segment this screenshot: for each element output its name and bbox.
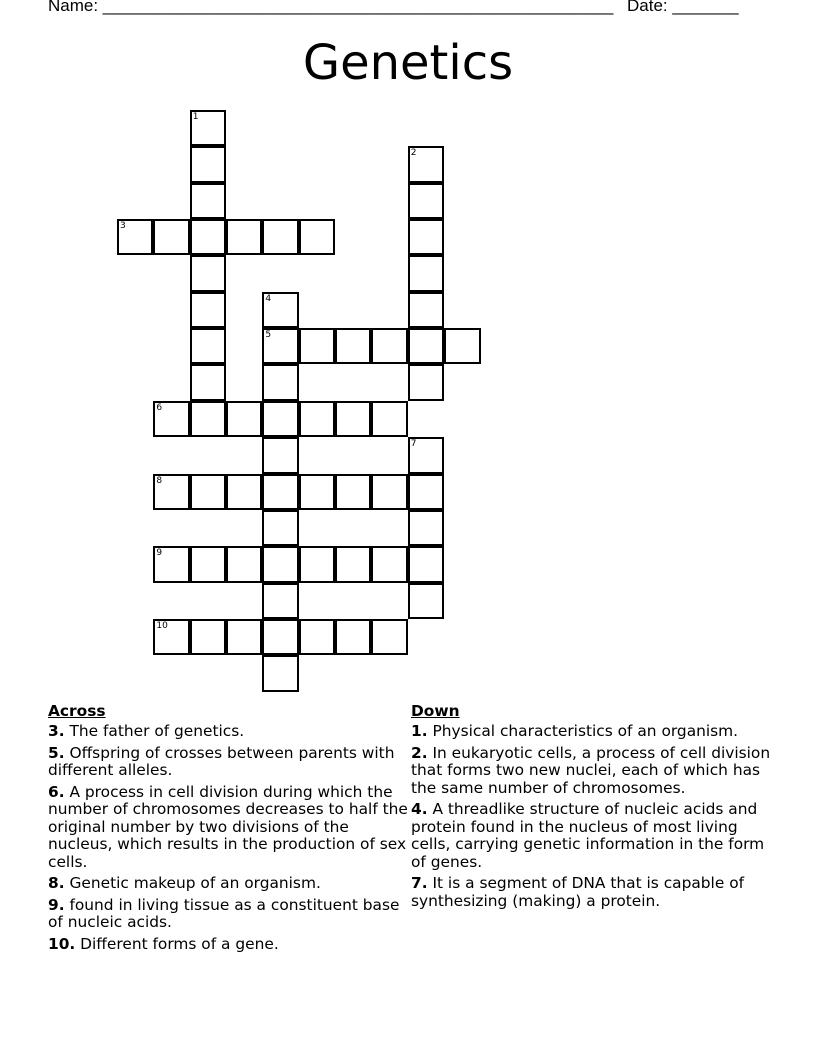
crossword-cell[interactable] [262, 510, 298, 546]
crossword-cell[interactable] [408, 437, 444, 473]
down-clues [411, 702, 773, 914]
clue-text: A process in cell division during which the number of chromosomes decreases to half the original number by two divisions of the nucleus, which results in the production of sex cells. [48, 782, 408, 871]
cell-number: 4 [265, 293, 272, 304]
crossword-cell[interactable] [299, 328, 335, 364]
crossword-cell[interactable] [408, 183, 444, 219]
crossword-cell[interactable] [190, 183, 226, 219]
crossword-cell[interactable] [190, 328, 226, 364]
crossword-cell[interactable] [408, 364, 444, 400]
clue-across-9 [48, 897, 408, 932]
crossword-cell[interactable] [335, 546, 371, 582]
crossword-cell[interactable] [190, 110, 226, 146]
clue-number: 9. [48, 895, 65, 914]
clue-text: In eukaryotic cells, a process of cell division that forms two new nuclei, each of which has the same number of chromosomes. [411, 743, 771, 797]
crossword-cell[interactable] [371, 401, 407, 437]
clue-text: The father of genetics. [69, 722, 245, 740]
crossword-cell[interactable] [190, 292, 226, 328]
clue-number: 2. [411, 743, 428, 762]
crossword-cell[interactable] [371, 328, 407, 364]
crossword-cell[interactable] [190, 619, 226, 655]
crossword-cell[interactable] [190, 401, 226, 437]
crossword-cell[interactable] [262, 437, 298, 473]
clue-number: 7. [411, 874, 428, 892]
crossword-cell[interactable] [408, 510, 444, 546]
cell-number: 2 [410, 148, 417, 159]
clue-across-8 [48, 875, 408, 893]
crossword-cell[interactable] [153, 219, 189, 255]
crossword-cell[interactable] [371, 546, 407, 582]
name-field-label[interactable]: Name: ______________________________________________________ [48, 0, 614, 15]
clue-text: Physical characteristics of an organism. [432, 722, 739, 740]
cell-number: 1 [192, 112, 199, 122]
crossword-cell[interactable] [371, 474, 407, 510]
crossword-cell[interactable] [226, 219, 262, 255]
crossword-cell[interactable] [299, 619, 335, 655]
page-title: Genetics [302, 35, 514, 91]
clue-down-2 [411, 745, 773, 798]
clue-number: 1. [411, 722, 428, 740]
clue-across-6 [48, 784, 408, 872]
crossword-cell[interactable] [190, 255, 226, 291]
clue-across-10 [48, 936, 408, 954]
crossword-cell[interactable] [226, 474, 262, 510]
crossword-cell[interactable] [190, 364, 226, 400]
crossword-cell[interactable] [262, 292, 298, 328]
crossword-cell[interactable] [262, 401, 298, 437]
crossword-cell[interactable] [262, 583, 298, 619]
crossword-cell[interactable] [299, 401, 335, 437]
clue-number: 5. [48, 743, 65, 762]
crossword-cell[interactable] [153, 401, 189, 437]
crossword-cell[interactable] [408, 583, 444, 619]
clue-text: Genetic makeup of an organism. [69, 874, 321, 892]
crossword-cell[interactable] [226, 619, 262, 655]
crossword-cell[interactable] [408, 546, 444, 582]
crossword-cell[interactable] [335, 619, 371, 655]
crossword-cell[interactable] [408, 146, 444, 182]
crossword-cell[interactable] [262, 328, 298, 364]
clue-across-3 [48, 723, 408, 741]
cell-number: 6 [156, 402, 163, 413]
crossword-cell[interactable] [226, 401, 262, 437]
crossword-cell[interactable] [262, 655, 298, 691]
crossword-cell[interactable] [190, 146, 226, 182]
clue-down-7 [411, 875, 773, 910]
crossword-cell[interactable] [153, 546, 189, 582]
cell-number: 3 [120, 221, 126, 232]
crossword-cell[interactable] [190, 219, 226, 255]
cell-number: 9 [156, 548, 163, 559]
crossword-cell[interactable] [408, 219, 444, 255]
clue-text: Different forms of a gene. [80, 934, 279, 953]
crossword-cell[interactable] [444, 328, 480, 364]
crossword-cell[interactable] [335, 401, 371, 437]
cell-number: 7 [410, 439, 417, 450]
crossword-cell[interactable] [335, 328, 371, 364]
crossword-cell[interactable] [408, 474, 444, 510]
clue-text: It is a segment of DNA that is capable of synthesizing (making) a protein. [411, 874, 745, 910]
crossword-cell[interactable] [299, 219, 335, 255]
crossword-cell[interactable] [262, 364, 298, 400]
crossword-cell[interactable] [408, 292, 444, 328]
crossword-cell[interactable] [408, 255, 444, 291]
crossword-cell[interactable] [299, 546, 335, 582]
clue-text: found in living tissue as a constituent base of nucleic acids. [48, 895, 400, 931]
clue-down-1 [411, 723, 773, 741]
crossword-cell[interactable] [262, 219, 298, 255]
crossword-cell[interactable] [335, 474, 371, 510]
across-heading: Across [48, 702, 106, 720]
cell-number: 8 [156, 475, 163, 486]
date-field-label[interactable]: Date: _______ [627, 0, 739, 15]
crossword-cell[interactable] [262, 619, 298, 655]
crossword-cell[interactable] [153, 474, 189, 510]
crossword-cell[interactable] [153, 619, 189, 655]
clue-number: 6. [48, 782, 65, 801]
crossword-cell[interactable] [299, 474, 335, 510]
crossword-cell[interactable] [190, 546, 226, 582]
cell-number: 10 [156, 620, 168, 631]
crossword-cell[interactable] [117, 219, 153, 255]
crossword-cell[interactable] [262, 474, 298, 510]
clue-number: 8. [48, 874, 65, 892]
crossword-cell[interactable] [226, 546, 262, 582]
crossword-cell[interactable] [371, 619, 407, 655]
clue-number: 10. [48, 934, 76, 953]
clue-number: 3. [48, 722, 65, 740]
crossword-cell[interactable] [262, 546, 298, 582]
clue-number: 4. [411, 800, 428, 818]
down-heading: Down [411, 702, 460, 720]
clue-text: Offspring of crosses between parents with different alleles. [48, 743, 395, 779]
clue-down-4 [411, 801, 773, 871]
clue-text: A threadlike structure of nucleic acids and protein found in the nucleus of most living cells, carrying genetic information in the form of genes. [411, 800, 765, 871]
crossword-cell[interactable] [190, 474, 226, 510]
cell-number: 5 [265, 330, 272, 341]
across-clues [48, 702, 408, 957]
crossword-cell[interactable] [408, 328, 444, 364]
clue-across-5 [48, 745, 408, 780]
